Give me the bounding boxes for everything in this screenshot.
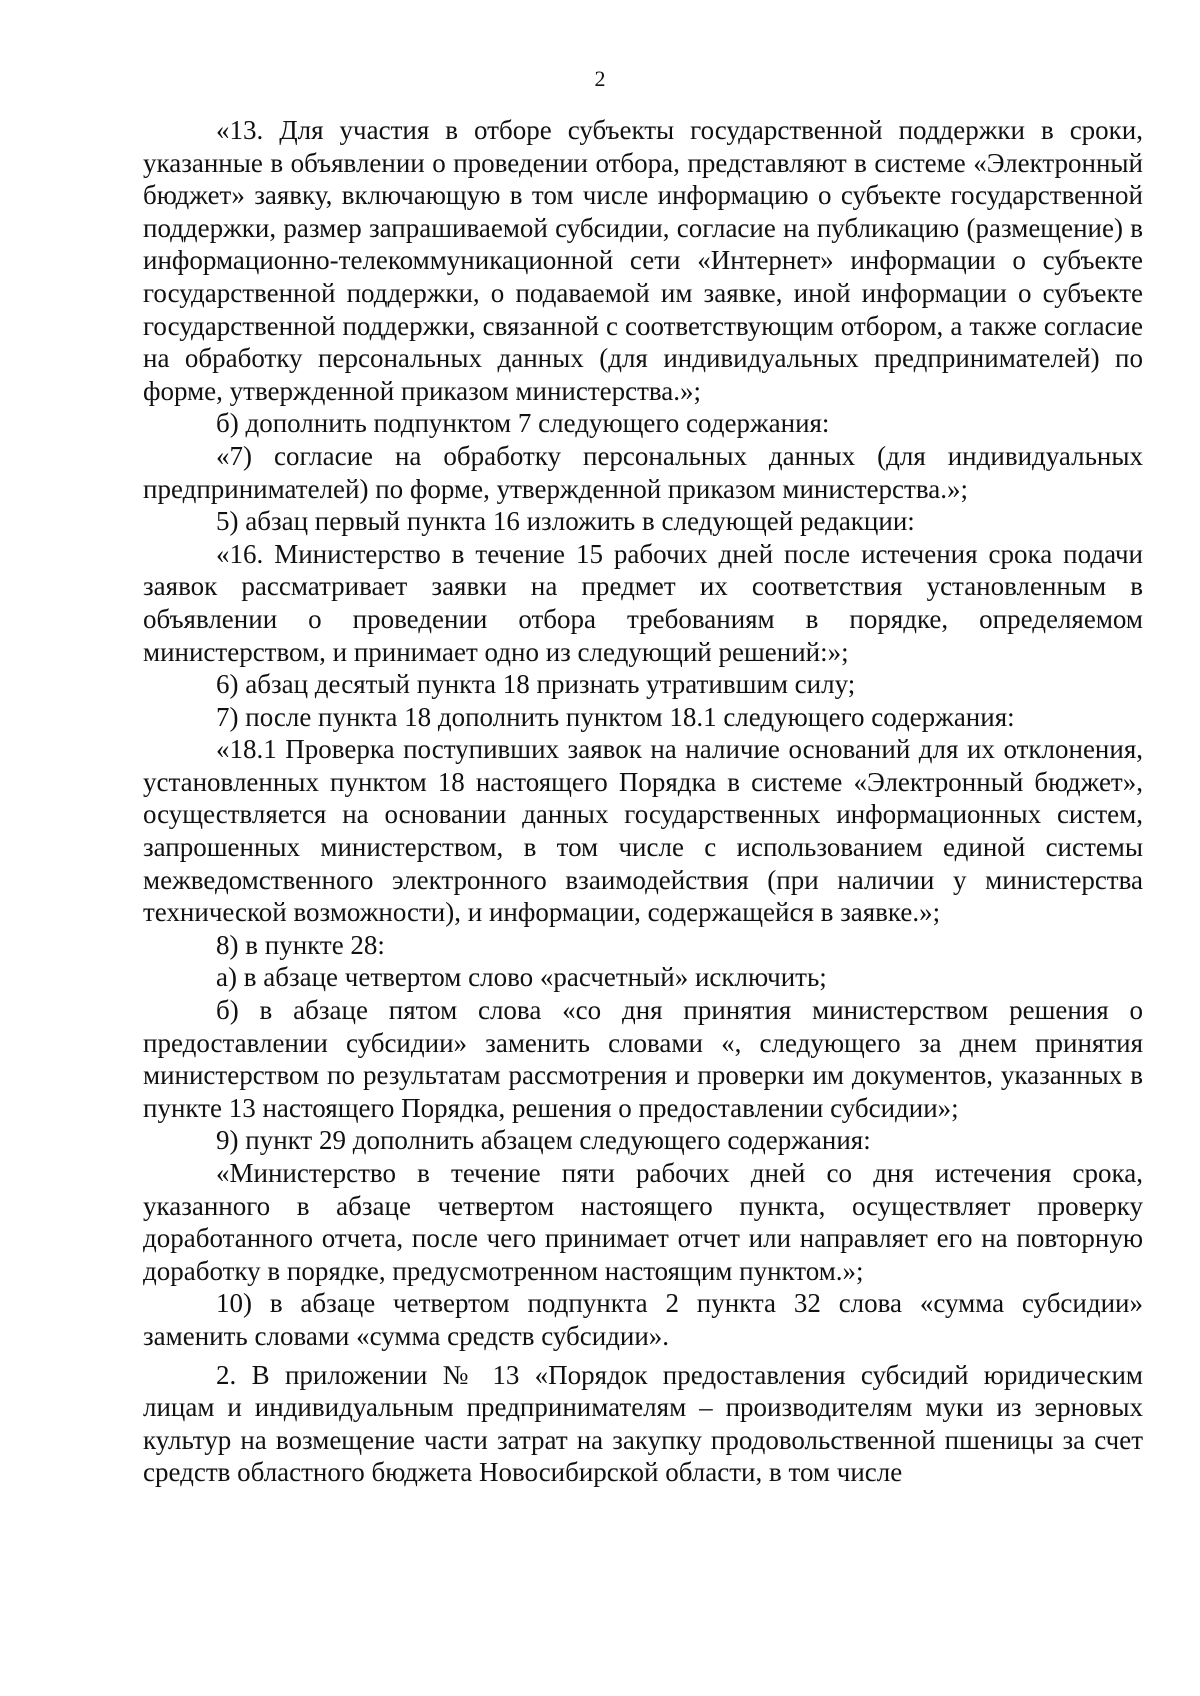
paragraph-item-8: 8) в пункте 28: xyxy=(216,929,385,960)
paragraph-item-5: 5) абзац первый пункта 16 изложить в следующей редакции: xyxy=(216,506,915,537)
page-number: 2 xyxy=(594,66,606,91)
paragraph-item-6: 6) абзац десятый пункта 18 признать утратившим силу; xyxy=(216,669,856,700)
paragraph-subitem-7-consent: «7) согласие на обработку персональных данных (для индивидуальных предпринимателей) по форме, утвержденной приказом министерства.»; xyxy=(143,440,1143,504)
paragraph-item-13: «13. Для участия в отборе субъекты государственной поддержки в сроки, указанные в объявлении о проведении отбора, представляют в системе «Электронный бюджет» заявку, включающую в том числе информацию о субъекте государственной поддержки, размер запрашиваемой субсидии, согласие на публикацию (размещение) в информационно-телекоммуникационной сети «Интернет» информации о субъекте государственной поддержки, о подаваемой им заявке, иной информации о субъекте государственной поддержки, связанной с соответствующим отбором, а также согласие на обработку персональных данных (для индивидуальных предпринимателей) по форме, утвержденной приказом министерства.»; xyxy=(143,115,1143,406)
paragraph-subitem-a: а) в абзаце четвертом слово «расчетный» исключить; xyxy=(216,962,827,993)
paragraph-item-18-1-text: «18.1 Проверка поступивших заявок на наличие оснований для их отклонения, установленных пунктом 18 настоящего Порядка в системе «Электронный бюджет», осуществляется на основании данных государственных информационных систем, запрошенных министерством, в том числе с использованием единой системы межведомственного электронного взаимодействия (при наличии у министерства технической возможности), и информации, содержащейся в заявке.»; xyxy=(143,734,1143,928)
paragraph-subitem-b-add: б) дополнить подпунктом 7 следующего содержания: xyxy=(216,408,830,439)
paragraph-subitem-b-replace: б) в абзаце пятом слова «со дня принятия министерством решения о предоставлении субсидии» заменить словами «, следующего за днем принятия министерством по результатам рассмотрения и проверки им документов, указанных в пункте 13 настоящего Порядка, решения о предоставлении субсидии»; xyxy=(143,995,1143,1123)
document-body xyxy=(143,114,1143,1489)
paragraph-item-10: 10) в абзаце четвертом подпункта 2 пункта 32 слова «сумма субсидии» заменить словами «сумма средств субсидии». xyxy=(143,1288,1143,1351)
paragraph-item-29-text: «Министерство в течение пяти рабочих дней со дня истечения срока, указанного в абзаце четвертом настоящего пункта, осуществляет проверку доработанного отчета, после чего принимает отчет или направляет его на повторную доработку в порядке, предусмотренном настоящим пунктом.»; xyxy=(143,1158,1143,1286)
paragraph-item-9: 9) пункт 29 дополнить абзацем следующего содержания: xyxy=(216,1125,871,1156)
paragraph-item-7: 7) после пункта 18 дополнить пунктом 18.1 следующего содержания: xyxy=(216,701,1015,732)
paragraph-section-2: 2. В приложении № 13 «Порядок предоставления субсидий юридическим лицам и индивидуальным предпринимателям – производителям муки из зерновых культур на возмещение части затрат на закупку продовольственной пшеницы за счет средств областного бюджета Новосибирской области, в том числе xyxy=(143,1359,1143,1488)
paragraph-item-16-text: «16. Министерство в течение 15 рабочих дней после истечения срока подачи заявок рассматривает заявки на предмет их соответствия установленным в объявлении о проведении отбора требованиям в порядке, определяемом министерством, и принимает одно из следующий решений:»; xyxy=(143,538,1143,667)
